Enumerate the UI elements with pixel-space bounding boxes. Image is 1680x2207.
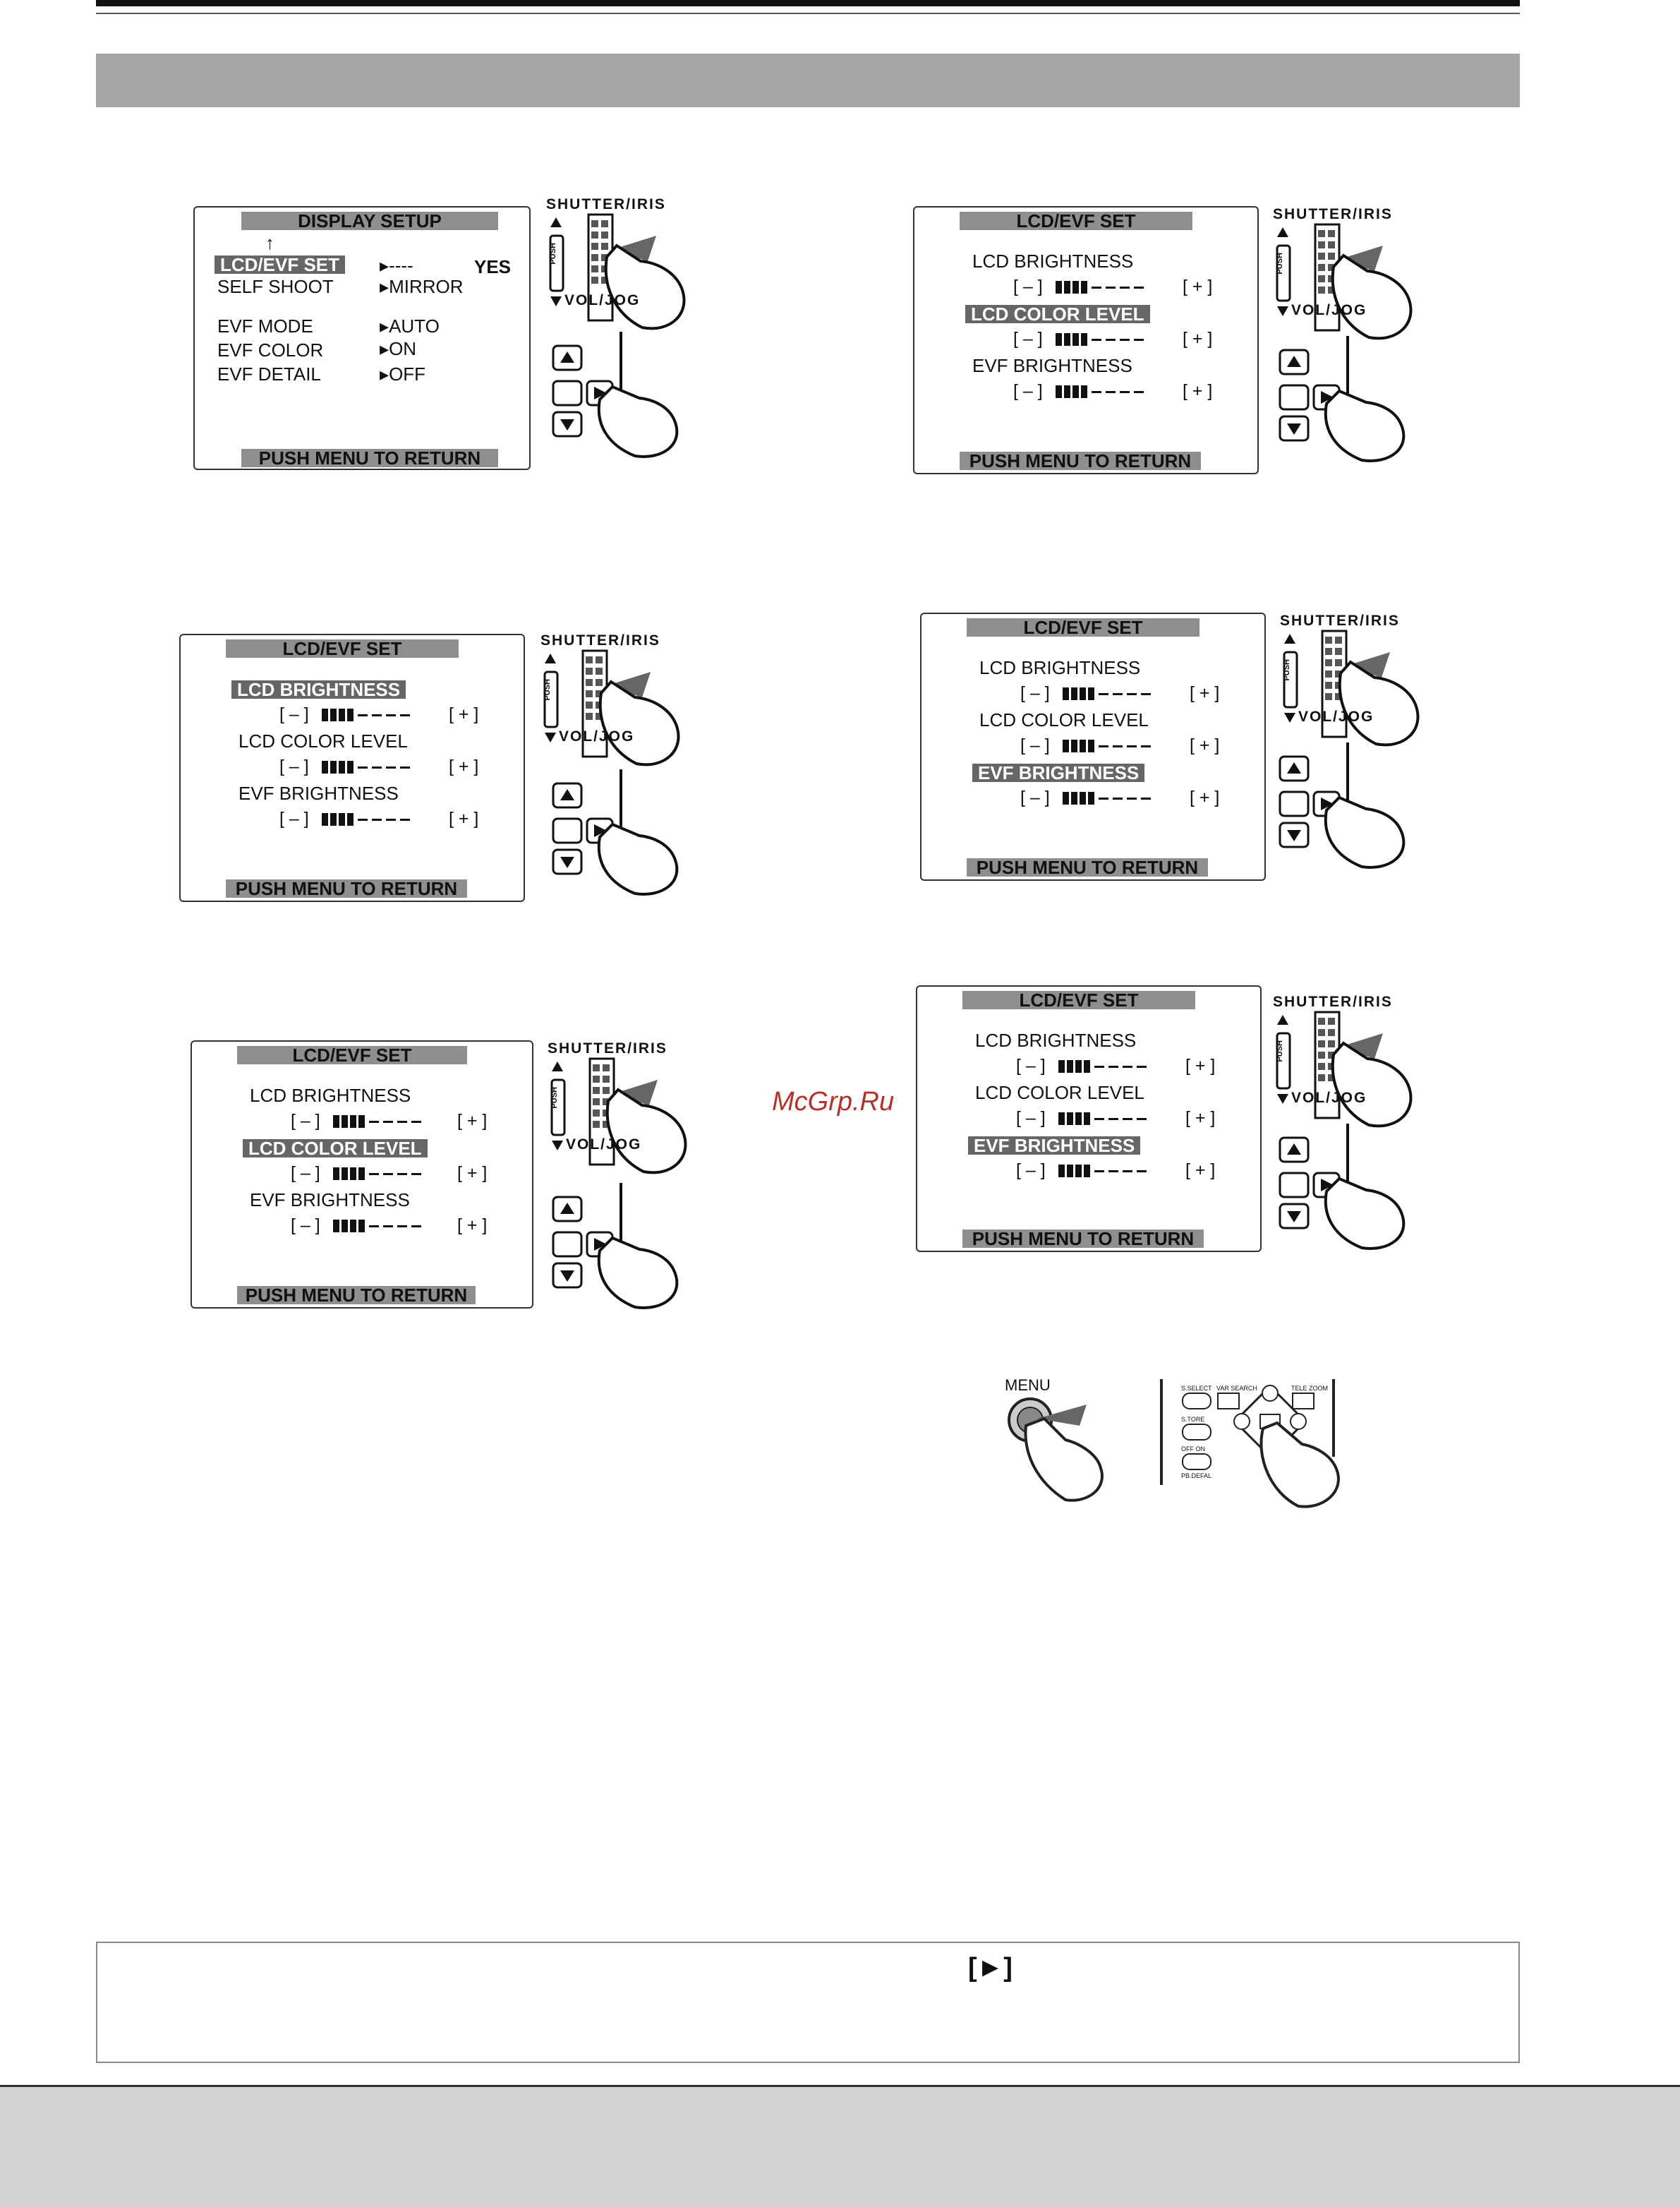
level-segment-filled	[1080, 792, 1086, 805]
level-segment-empty	[1094, 1066, 1104, 1068]
dial-label-bottom: VOL/JOG	[566, 1136, 642, 1153]
level-segment-empty	[1120, 339, 1130, 341]
level-segment-empty	[1137, 1118, 1147, 1120]
level-segment-empty	[1106, 339, 1116, 341]
level-segment-empty	[397, 1225, 407, 1227]
screen-title: LCD/EVF SET	[226, 639, 459, 658]
continued-marker-text: [►]	[968, 1953, 1013, 1983]
menu-value: ▸MIRROR	[380, 276, 464, 297]
level-segment-empty	[1127, 745, 1137, 747]
level-segment-empty	[400, 819, 410, 821]
level-segment-filled	[1080, 687, 1086, 700]
level-minus: [ – ]	[279, 809, 309, 829]
level-segment-filled	[1058, 1165, 1065, 1177]
level-segment-empty	[358, 766, 368, 769]
level-segment-empty	[369, 1225, 379, 1227]
level-segment-empty	[372, 766, 382, 769]
level-segment-filled	[1088, 792, 1094, 805]
screen-footer: PUSH MENU TO RETURN	[960, 452, 1201, 470]
level-bar	[1063, 683, 1153, 703]
menu-item-selected: EVF BRIGHTNESS	[968, 1136, 1140, 1155]
menu-item-lcd-evf-set: LCD/EVF SET	[214, 255, 345, 274]
level-segment-filled	[1081, 385, 1087, 398]
lcd-evf-screen-3	[913, 206, 1259, 474]
level-segment-empty	[358, 714, 368, 716]
screen-footer: PUSH MENU TO RETURN	[962, 1229, 1204, 1248]
screen-title: LCD/EVF SET	[962, 991, 1195, 1009]
level-minus: [ – ]	[279, 757, 309, 776]
level-segment-filled	[1075, 1112, 1082, 1125]
panel-label-s-select: S.SELECT	[1181, 1385, 1212, 1392]
menu-item-evf-mode: EVF MODE	[217, 315, 313, 337]
level-segment-filled	[339, 813, 345, 826]
menu-confirm: YES	[474, 256, 512, 277]
menu-value: ▸ON	[380, 338, 417, 359]
menu-label: MENU	[1005, 1376, 1051, 1394]
level-segment-filled	[350, 1167, 356, 1180]
level-segment-empty	[400, 714, 410, 716]
menu-item: EVF BRIGHTNESS	[972, 355, 1132, 376]
control-panel-illustration	[1157, 1379, 1355, 1513]
level-segment-empty	[1141, 693, 1151, 695]
level-segment-filled	[1064, 385, 1070, 398]
level-bar	[1058, 1160, 1149, 1180]
level-segment-filled	[333, 1220, 339, 1232]
menu-item: LCD BRIGHTNESS	[979, 657, 1141, 678]
push-label: PUSH	[1276, 253, 1284, 275]
level-segment-filled	[1067, 1165, 1073, 1177]
level-minus: [ – ]	[1013, 277, 1043, 296]
level-segment-empty	[372, 714, 382, 716]
dial-label-top: SHUTTER/IRIS	[1273, 206, 1393, 222]
level-segment-filled	[1088, 687, 1094, 700]
level-segment-empty	[1123, 1170, 1132, 1172]
dial-label-top: SHUTTER/IRIS	[548, 1040, 667, 1057]
level-segment-filled	[339, 761, 345, 774]
push-label: PUSH	[1276, 1040, 1284, 1062]
screen-title: LCD/EVF SET	[960, 212, 1192, 230]
button-pad-illustration-2	[550, 769, 691, 896]
level-segment-empty	[400, 766, 410, 769]
level-plus: [ + ]	[449, 809, 479, 829]
menu-item-evf-color: EVF COLOR	[217, 339, 324, 361]
lcd-evf-screen-1	[179, 634, 525, 902]
panel-label-off-on: OFF ON	[1181, 1445, 1205, 1453]
level-segment-filled	[342, 1167, 348, 1180]
level-minus: [ – ]	[1020, 683, 1050, 703]
dial-illustration-1	[543, 196, 699, 335]
level-segment-empty	[1127, 693, 1137, 695]
button-pad-illustration-1	[550, 332, 691, 459]
dial-label-bottom: VOL/JOG	[1298, 709, 1374, 725]
level-segment-empty	[1134, 391, 1144, 393]
level-plus: [ + ]	[457, 1215, 488, 1235]
level-minus: [ – ]	[291, 1215, 320, 1235]
level-bar	[1056, 329, 1146, 349]
level-segment-empty	[372, 819, 382, 821]
level-segment-empty	[1123, 1118, 1132, 1120]
level-segment-empty	[1113, 745, 1123, 747]
level-segment-empty	[411, 1121, 421, 1123]
level-segment-empty	[1141, 798, 1151, 800]
level-segment-filled	[358, 1220, 365, 1232]
level-bar	[333, 1215, 423, 1235]
level-segment-empty	[1106, 287, 1116, 289]
menu-item: EVF BRIGHTNESS	[250, 1189, 410, 1210]
level-segment-filled	[1081, 333, 1087, 346]
menu-item: LCD BRIGHTNESS	[250, 1085, 411, 1106]
level-plus: [ + ]	[1190, 735, 1220, 755]
menu-value: ▸----	[380, 255, 413, 276]
level-segment-filled	[1080, 740, 1086, 752]
panel-label-tele-zoom: TELE ZOOM	[1291, 1385, 1329, 1392]
level-segment-filled	[347, 761, 353, 774]
button-pad-illustration-3	[550, 1183, 691, 1310]
button-pad-illustration-6	[1277, 1124, 1418, 1251]
level-minus: [ – ]	[1013, 381, 1043, 401]
menu-item: LCD COLOR LEVEL	[979, 709, 1149, 730]
screen-footer: PUSH MENU TO RETURN	[237, 1286, 476, 1304]
level-minus: [ – ]	[1016, 1056, 1046, 1076]
level-plus: [ + ]	[1183, 381, 1213, 401]
display-setup-screen	[193, 206, 531, 470]
push-label: PUSH	[543, 679, 552, 701]
menu-item: EVF BRIGHTNESS	[238, 783, 399, 804]
level-segment-filled	[1072, 385, 1079, 398]
menu-item-selected: LCD COLOR LEVEL	[243, 1139, 428, 1157]
level-bar	[1056, 277, 1146, 296]
level-segment-empty	[1113, 693, 1123, 695]
level-segment-empty	[383, 1173, 393, 1175]
level-segment-filled	[347, 709, 353, 721]
level-segment-filled	[333, 1167, 339, 1180]
level-segment-empty	[369, 1121, 379, 1123]
level-segment-empty	[369, 1173, 379, 1175]
level-bar	[322, 757, 412, 776]
level-segment-filled	[1075, 1060, 1082, 1073]
level-segment-filled	[342, 1220, 348, 1232]
menu-item-selected: EVF BRIGHTNESS	[972, 764, 1144, 782]
level-segment-filled	[1056, 333, 1062, 346]
panel-label-pb-defal: PB.DEFAL	[1181, 1472, 1212, 1479]
menu-item-selected: LCD COLOR LEVEL	[965, 305, 1150, 323]
level-segment-filled	[1072, 333, 1079, 346]
level-bar	[333, 1111, 423, 1131]
level-bar	[333, 1163, 423, 1183]
level-segment-filled	[350, 1115, 356, 1128]
level-segment-filled	[1056, 385, 1062, 398]
level-segment-empty	[1137, 1170, 1147, 1172]
level-segment-empty	[1106, 391, 1116, 393]
panel-label-s-tore: S.TORE	[1181, 1416, 1205, 1423]
level-segment-empty	[386, 714, 396, 716]
cursor-arrow: ↑	[265, 232, 274, 253]
level-segment-filled	[330, 761, 337, 774]
level-segment-empty	[397, 1173, 407, 1175]
level-segment-empty	[1092, 339, 1101, 341]
dial-illustration-2	[538, 632, 693, 771]
level-plus: [ + ]	[1183, 277, 1213, 296]
level-segment-empty	[1092, 287, 1101, 289]
button-pad-illustration-5	[1277, 742, 1418, 870]
section-header-band	[96, 54, 1520, 107]
level-segment-empty	[358, 819, 368, 821]
menu-item: LCD BRIGHTNESS	[972, 251, 1134, 272]
level-segment-empty	[411, 1225, 421, 1227]
dial-label-top: SHUTTER/IRIS	[1280, 613, 1400, 629]
dial-label-top: SHUTTER/IRIS	[1273, 994, 1393, 1010]
level-segment-empty	[1099, 693, 1108, 695]
screen-footer: PUSH MENU TO RETURN	[226, 879, 467, 898]
level-segment-filled	[358, 1115, 365, 1128]
dial-label-bottom: VOL/JOG	[564, 292, 641, 308]
level-bar	[322, 809, 412, 829]
level-segment-filled	[322, 761, 328, 774]
continued-marker	[968, 1953, 1013, 1983]
level-segment-empty	[1120, 391, 1130, 393]
menu-item: LCD BRIGHTNESS	[975, 1030, 1137, 1051]
level-segment-empty	[1092, 391, 1101, 393]
dial-label-top: SHUTTER/IRIS	[540, 632, 660, 649]
screen-footer: PUSH MENU TO RETURN	[241, 449, 498, 467]
menu-item: LCD COLOR LEVEL	[975, 1082, 1144, 1103]
level-segment-filled	[330, 709, 337, 721]
level-bar	[1058, 1056, 1149, 1076]
level-segment-empty	[1099, 745, 1108, 747]
level-plus: [ + ]	[1190, 683, 1220, 703]
level-segment-empty	[1141, 745, 1151, 747]
level-segment-filled	[358, 1167, 365, 1180]
level-segment-filled	[1088, 740, 1094, 752]
push-label: PUSH	[1283, 659, 1291, 681]
level-segment-empty	[1113, 798, 1123, 800]
level-segment-empty	[1134, 287, 1144, 289]
level-segment-filled	[1063, 740, 1069, 752]
level-bar	[322, 704, 412, 724]
menu-item-self-shoot: SELF SHOOT	[217, 276, 334, 297]
level-segment-empty	[386, 766, 396, 769]
level-segment-filled	[1075, 1165, 1082, 1177]
dial-label-bottom: VOL/JOG	[1291, 302, 1367, 318]
level-segment-empty	[1094, 1118, 1104, 1120]
note-box	[96, 1942, 1520, 2063]
level-plus: [ + ]	[1190, 788, 1220, 807]
page-footer-bar	[0, 2085, 1680, 2207]
level-plus: [ + ]	[1185, 1160, 1216, 1180]
level-segment-filled	[322, 709, 328, 721]
level-bar	[1063, 788, 1153, 807]
level-segment-empty	[411, 1173, 421, 1175]
level-segment-filled	[1064, 333, 1070, 346]
level-segment-empty	[383, 1121, 393, 1123]
level-segment-filled	[347, 813, 353, 826]
level-segment-empty	[1094, 1170, 1104, 1172]
level-segment-empty	[1108, 1170, 1118, 1172]
level-segment-empty	[1108, 1066, 1118, 1068]
level-minus: [ – ]	[291, 1163, 320, 1183]
menu-button-illustration	[995, 1376, 1122, 1510]
level-segment-filled	[322, 813, 328, 826]
menu-item-evf-detail: EVF DETAIL	[217, 363, 321, 385]
level-segment-filled	[1064, 281, 1070, 294]
level-segment-filled	[1067, 1060, 1073, 1073]
level-segment-filled	[339, 709, 345, 721]
push-label: PUSH	[550, 1087, 559, 1109]
level-plus: [ + ]	[1185, 1056, 1216, 1076]
lcd-evf-screen-5	[916, 985, 1262, 1252]
level-minus: [ – ]	[1013, 329, 1043, 349]
level-segment-filled	[1084, 1112, 1090, 1125]
top-rule	[96, 0, 1520, 6]
level-segment-filled	[333, 1115, 339, 1128]
level-segment-filled	[1072, 281, 1079, 294]
level-bar	[1058, 1108, 1149, 1128]
screen-title: DISPLAY SETUP	[241, 212, 498, 230]
level-segment-empty	[1123, 1066, 1132, 1068]
level-segment-empty	[397, 1121, 407, 1123]
dial-label-top: SHUTTER/IRIS	[546, 196, 666, 212]
screen-footer: PUSH MENU TO RETURN	[967, 858, 1208, 877]
level-plus: [ + ]	[449, 757, 479, 776]
level-minus: [ – ]	[1016, 1108, 1046, 1128]
level-segment-filled	[1071, 740, 1077, 752]
level-segment-empty	[386, 819, 396, 821]
menu-item-selected: LCD BRIGHTNESS	[231, 680, 406, 699]
level-segment-filled	[1063, 792, 1069, 805]
dial-label-bottom: VOL/JOG	[1291, 1090, 1367, 1106]
menu-value: ▸OFF	[380, 363, 426, 385]
level-plus: [ + ]	[457, 1111, 488, 1131]
screen-title: LCD/EVF SET	[237, 1046, 467, 1064]
dial-illustration-4	[1270, 206, 1425, 344]
level-segment-filled	[1056, 281, 1062, 294]
push-label: PUSH	[549, 243, 557, 265]
level-segment-filled	[1063, 687, 1069, 700]
button-pad-illustration-4	[1277, 336, 1418, 463]
level-segment-empty	[1099, 798, 1108, 800]
level-segment-filled	[1084, 1165, 1090, 1177]
menu-value: ▸AUTO	[380, 315, 440, 337]
level-segment-empty	[1127, 798, 1137, 800]
level-plus: [ + ]	[457, 1163, 488, 1183]
level-segment-empty	[1137, 1066, 1147, 1068]
level-segment-filled	[1081, 281, 1087, 294]
level-minus: [ – ]	[291, 1111, 320, 1131]
level-segment-empty	[383, 1225, 393, 1227]
level-segment-filled	[1084, 1060, 1090, 1073]
level-minus: [ – ]	[1020, 788, 1050, 807]
dial-label-bottom: VOL/JOG	[559, 728, 635, 745]
level-minus: [ – ]	[1020, 735, 1050, 755]
level-minus: [ – ]	[1016, 1160, 1046, 1180]
level-segment-filled	[1058, 1060, 1065, 1073]
level-bar	[1063, 735, 1153, 755]
level-minus: [ – ]	[279, 704, 309, 724]
level-plus: [ + ]	[1183, 329, 1213, 349]
screen-title: LCD/EVF SET	[967, 618, 1199, 637]
menu-item: LCD COLOR LEVEL	[238, 730, 408, 752]
level-segment-filled	[1071, 687, 1077, 700]
level-segment-empty	[1108, 1118, 1118, 1120]
lcd-evf-screen-4	[920, 613, 1266, 881]
level-segment-filled	[1058, 1112, 1065, 1125]
level-segment-filled	[342, 1115, 348, 1128]
dial-illustration-5	[1277, 613, 1432, 751]
dial-illustration-3	[545, 1040, 700, 1179]
level-bar	[1056, 381, 1146, 401]
level-segment-filled	[330, 813, 337, 826]
watermark: McGrp.Ru	[772, 1087, 895, 1117]
lcd-evf-screen-2	[191, 1040, 533, 1309]
level-segment-filled	[1067, 1112, 1073, 1125]
level-segment-empty	[1134, 339, 1144, 341]
panel-label-var-search: VAR SEARCH	[1216, 1385, 1257, 1392]
level-segment-empty	[1120, 287, 1130, 289]
top-thin-rule	[96, 13, 1520, 14]
level-plus: [ + ]	[1185, 1108, 1216, 1128]
dial-illustration-6	[1270, 994, 1425, 1132]
level-segment-filled	[350, 1220, 356, 1232]
level-plus: [ + ]	[449, 704, 479, 724]
level-segment-filled	[1071, 792, 1077, 805]
